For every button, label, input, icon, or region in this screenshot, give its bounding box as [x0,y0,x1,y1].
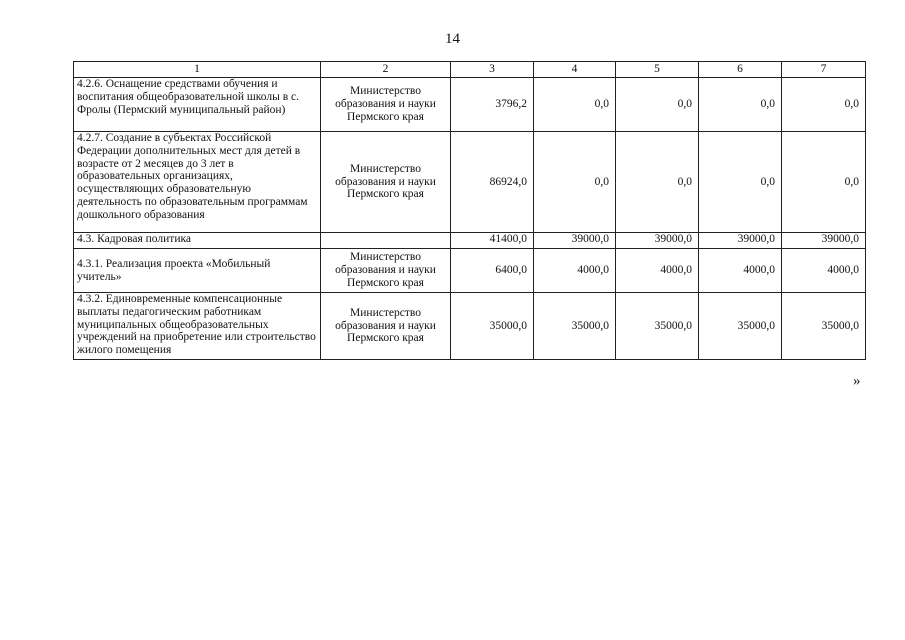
column-header: 2 [321,62,451,78]
value-cell: 4000,0 [699,249,782,293]
measure-name: 4.3.2. Единовременные компенсационные выплаты педагогическим работникам муниципальных общеобразовательных учреждений на приобретение или строительство жилого помещения [74,293,321,360]
table-row [74,78,866,132]
value-cell: 0,0 [534,132,616,233]
table-row [74,132,866,233]
value-cell: 0,0 [782,78,866,132]
value-cell: 0,0 [699,132,782,233]
value-cell: 35000,0 [534,293,616,360]
column-number-row [74,62,866,78]
value-cell: 0,0 [699,78,782,132]
closing-quote-mark: » [853,373,861,389]
value-cell: 0,0 [616,78,699,132]
measure-name: 4.2.7. Создание в субъектах Российской Федерации дополнительных мест для детей в возрасте от 2 месяцев до 3 лет в образовательных организациях, осуществляющих образовательную деятельность по образовательным программам дошкольного образования [74,132,321,233]
value-cell: 35000,0 [616,293,699,360]
value-cell: 41400,0 [451,233,534,249]
value-cell: 0,0 [534,78,616,132]
table-row [74,249,866,293]
value-cell: 39000,0 [782,233,866,249]
measure-name: 4.3. Кадровая политика [74,233,321,249]
value-cell: 86924,0 [451,132,534,233]
value-cell: 6400,0 [451,249,534,293]
page-number: 14 [445,31,460,47]
value-cell: 35000,0 [451,293,534,360]
responsible-org: Министерство образования и науки Пермского края [321,132,451,233]
responsible-org: Министерство образования и науки Пермского края [321,78,451,132]
value-cell: 0,0 [782,132,866,233]
column-header: 1 [74,62,321,78]
measure-name: 4.3.1. Реализация проекта «Мобильный учитель» [74,249,321,293]
column-header: 5 [616,62,699,78]
column-header: 7 [782,62,866,78]
value-cell: 4000,0 [616,249,699,293]
program-funding-table [73,61,866,360]
responsible-org [321,233,451,249]
value-cell: 3796,2 [451,78,534,132]
table-row [74,293,866,360]
value-cell: 35000,0 [699,293,782,360]
value-cell: 39000,0 [616,233,699,249]
value-cell: 35000,0 [782,293,866,360]
value-cell: 39000,0 [699,233,782,249]
column-header: 4 [534,62,616,78]
value-cell: 4000,0 [782,249,866,293]
responsible-org: Министерство образования и науки Пермского края [321,249,451,293]
column-header: 6 [699,62,782,78]
value-cell: 0,0 [616,132,699,233]
responsible-org: Министерство образования и науки Пермского края [321,293,451,360]
value-cell: 39000,0 [534,233,616,249]
value-cell: 4000,0 [534,249,616,293]
column-header: 3 [451,62,534,78]
measure-name: 4.2.6. Оснащение средствами обучения и воспитания общеобразовательной школы в с. Фролы (Пермский муниципальный район) [74,78,321,132]
table-row [74,233,866,249]
